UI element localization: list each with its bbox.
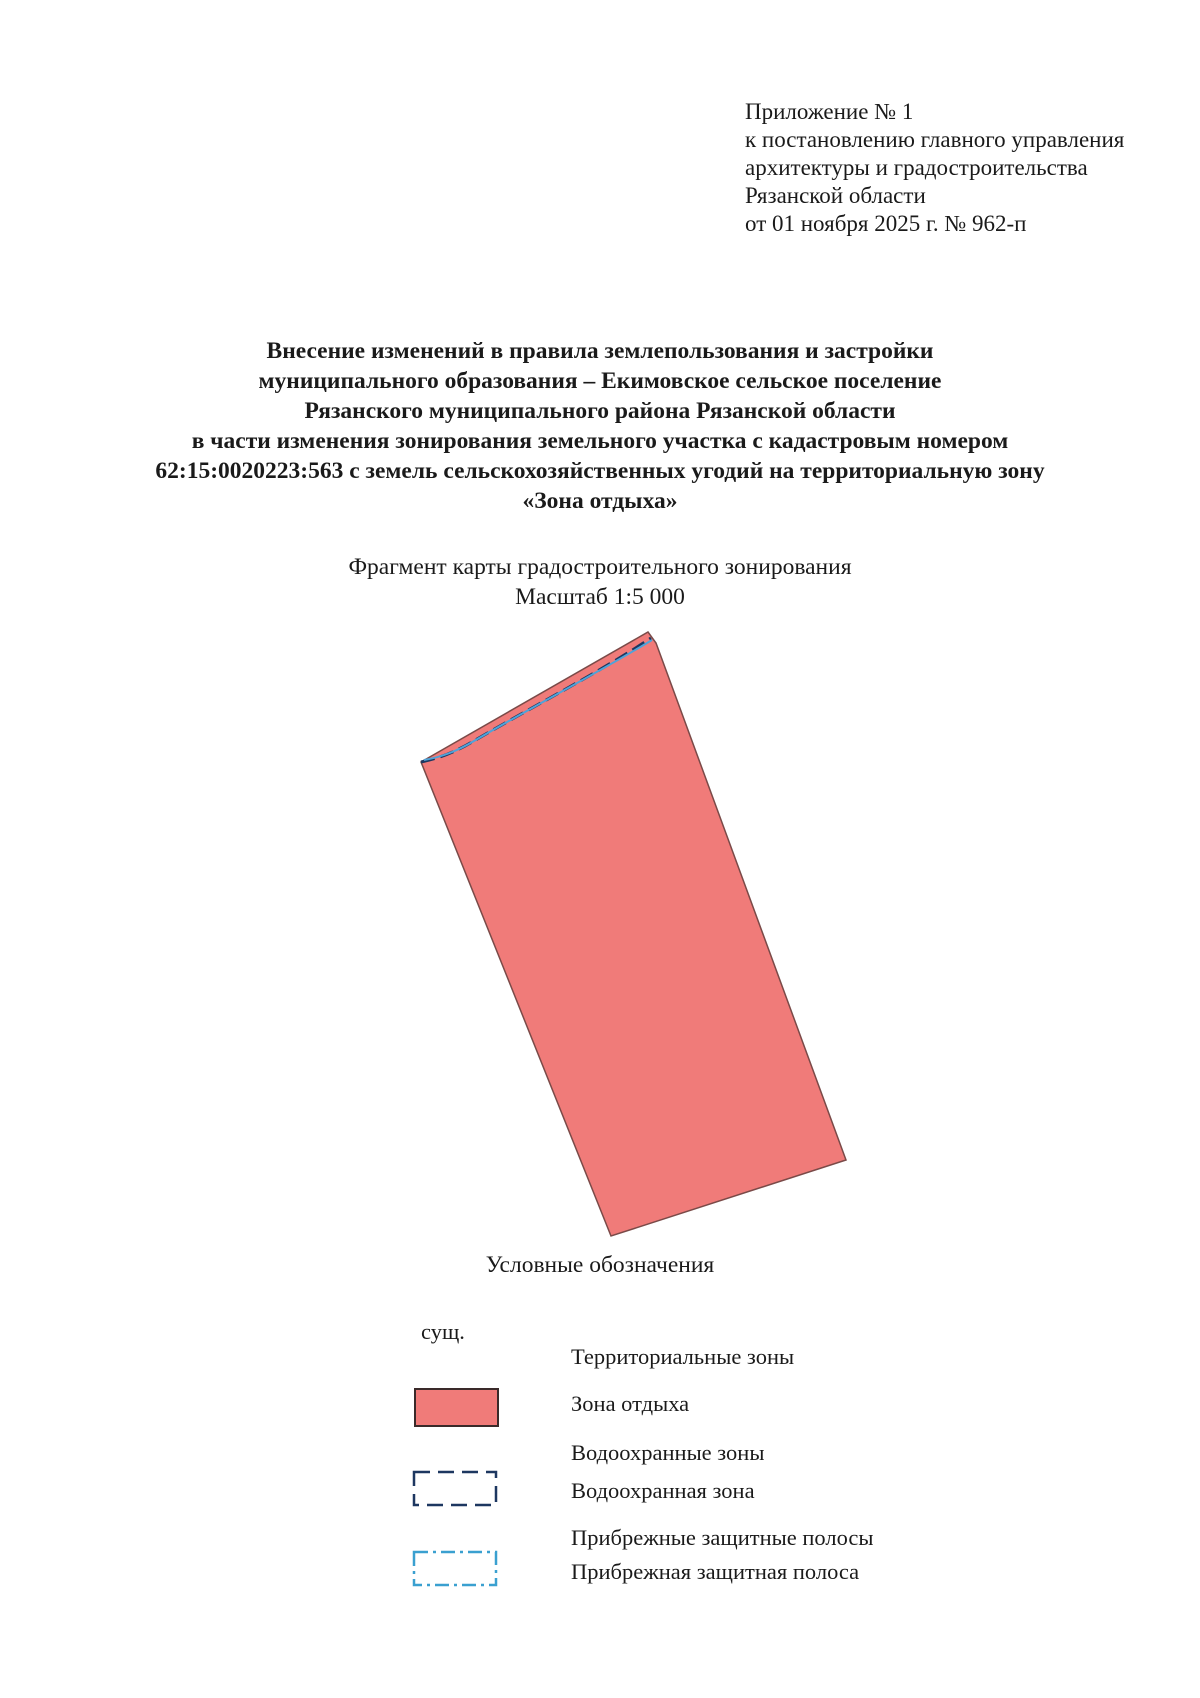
legend-item-coastal-strip: Прибрежная защитная полоса bbox=[571, 1559, 860, 1584]
map-scale: Масштаб 1:5 000 bbox=[515, 584, 685, 610]
legend-swatch-water-zone bbox=[410, 1468, 502, 1510]
title-line: в части изменения зонирования земельного участка с кадастровым номером bbox=[191, 428, 1009, 454]
legend-heading-territorial: Территориальные зоны bbox=[571, 1344, 795, 1369]
appendix-line: Приложение № 1 bbox=[745, 99, 914, 124]
title-line: 62:15:0020223:563 с земель сельскохозяйственных угодий на территориальную зону bbox=[155, 458, 1045, 484]
legend-item-recreation-zone: Зона отдыха bbox=[571, 1391, 690, 1416]
legend-heading-water: Водоохранные зоны bbox=[571, 1440, 765, 1465]
appendix-line: к постановлению главного управления bbox=[745, 127, 1125, 152]
legend-swatch-coastal-strip bbox=[410, 1548, 502, 1590]
legend-title: Условные обозначения bbox=[485, 1252, 715, 1278]
title-line: «Зона отдыха» bbox=[522, 488, 678, 514]
map-caption-line: Фрагмент карты градостроительного зонирования bbox=[348, 554, 852, 580]
legend-status: сущ. bbox=[421, 1319, 465, 1344]
appendix-line: архитектуры и градостроительства bbox=[745, 155, 1088, 180]
legend-item-water-zone: Водоохранная зона bbox=[571, 1478, 755, 1503]
legend-heading-coastal: Прибрежные защитные полосы bbox=[571, 1525, 874, 1550]
title-line: муниципального образования – Екимовское сельское поселение bbox=[258, 368, 942, 394]
title-line: Внесение изменений в правила землепользования и застройки bbox=[266, 338, 934, 364]
appendix-line: Рязанской области bbox=[745, 183, 926, 208]
title-line: Рязанского муниципального района Рязанской области bbox=[304, 398, 896, 424]
legend-swatch-recreation-zone bbox=[414, 1388, 499, 1427]
appendix-line: от 01 ноября 2025 г. № 962-п bbox=[745, 211, 1027, 236]
recreation-zone-parcel bbox=[421, 632, 846, 1236]
